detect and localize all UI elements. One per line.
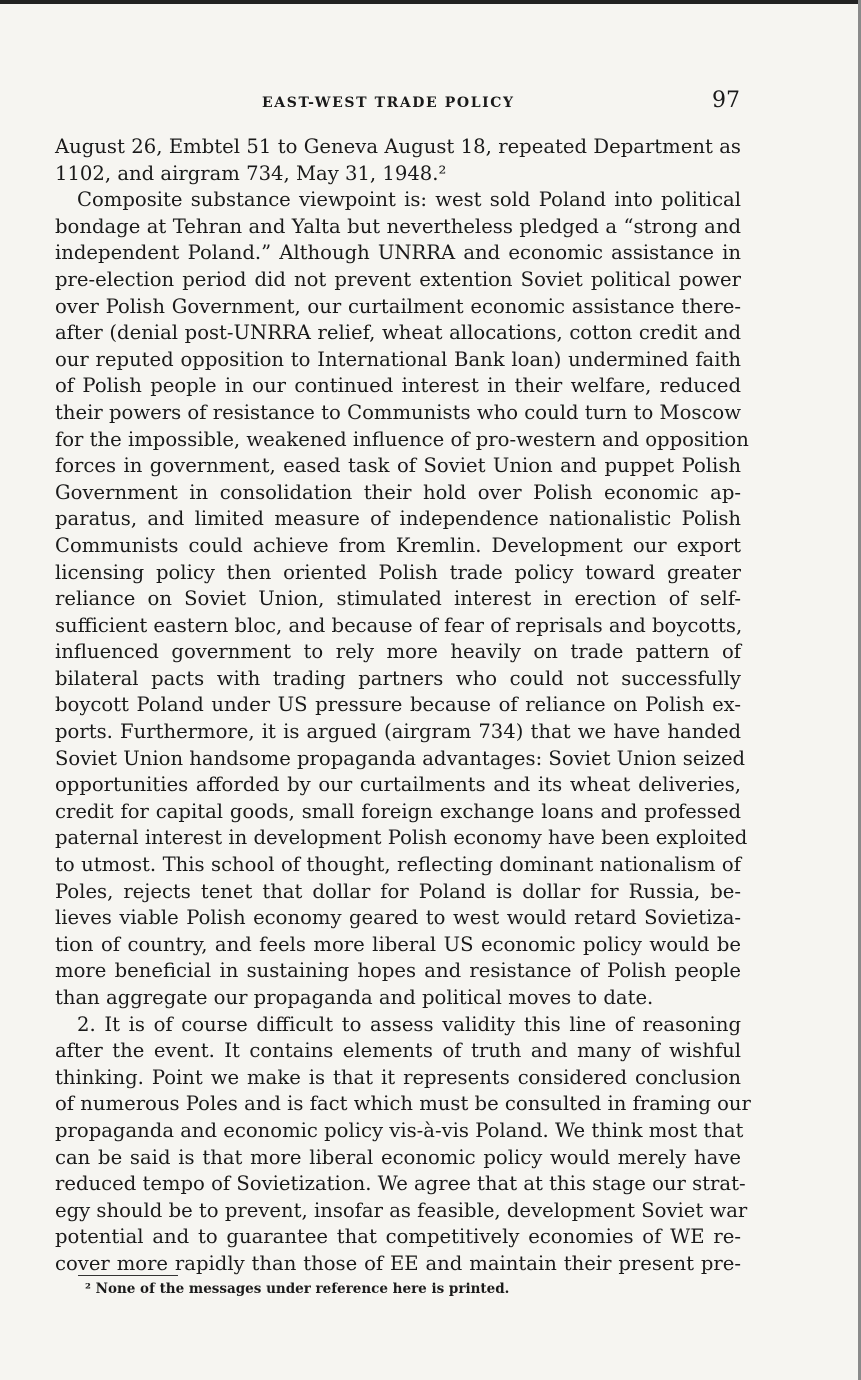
body-line: opportunities afforded by our curtailments and its wheat deliveries, [55, 773, 741, 797]
body-line: Communists could achieve from Kremlin. Development our export [55, 533, 741, 557]
body-text [55, 134, 751, 1278]
body-line: thinking. Point we make is that it represents considered conclusion [55, 1065, 741, 1089]
body-line: bondage at Tehran and Yalta but nevertheless pledged a “strong and [55, 214, 741, 238]
body-line: of numerous Poles and is fact which must be consulted in framing our [55, 1092, 751, 1116]
body-line: Government in consolidation their hold over Polish economic ap- [55, 480, 741, 504]
footnote-divider [78, 1275, 178, 1276]
body-line: to utmost. This school of thought, reflecting dominant nationalism of [55, 853, 741, 877]
body-line: licensing policy then oriented Polish trade policy toward greater [55, 560, 741, 584]
body-line: independent Poland.” Although UNRRA and economic assistance in [55, 241, 741, 265]
body-line: our reputed opposition to International Bank loan) undermined faith [55, 347, 741, 371]
body-line: tion of country, and feels more liberal US economic policy would be [55, 932, 741, 956]
body-line: paternal interest in development Polish economy have been exploited [55, 826, 748, 850]
body-line: their powers of resistance to Communists who could turn to Moscow [55, 400, 741, 424]
body-line: 1102, and airgram 734, May 31, 1948.² [55, 161, 447, 185]
body-line: credit for capital goods, small foreign exchange loans and professed [55, 799, 741, 823]
body-line: for the impossible, weakened influence of pro-western and opposition [55, 427, 749, 451]
body-line: bilateral pacts with trading partners who could not successfully [55, 666, 741, 690]
body-line: egy should be to prevent, insofar as feasible, development Soviet war [55, 1198, 748, 1222]
body-line: more beneficial in sustaining hopes and resistance of Polish people [55, 959, 741, 983]
page-number: 97 [712, 88, 740, 113]
body-line: reduced tempo of Sovietization. We agree that at this stage our strat- [55, 1172, 746, 1196]
body-line: potential and to guarantee that competitively economies of WE re- [55, 1225, 741, 1249]
body-line: over Polish Government, our curtailment economic assistance there- [55, 294, 741, 318]
body-line: paratus, and limited measure of independence nationalistic Polish [55, 507, 741, 531]
body-line: can be said is that more liberal economic policy would merely have [55, 1145, 741, 1169]
body-line: Soviet Union handsome propaganda advantages: Soviet Union seized [55, 746, 746, 770]
body-line: Composite substance viewpoint is: west sold Poland into political [77, 188, 741, 212]
page-header [0, 88, 861, 118]
body-line: ports. Furthermore, it is argued (airgram 734) that we have handed [55, 720, 741, 744]
body-line: than aggregate our propaganda and political moves to date. [55, 986, 654, 1009]
body-line: pre-election period did not prevent extention Soviet political power [55, 267, 741, 291]
body-line: after (denial post-UNRRA relief, wheat allocations, cotton credit and [55, 321, 741, 345]
body-line: Poles, rejects tenet that dollar for Poland is dollar for Russia, be- [55, 879, 741, 903]
body-line: lieves viable Polish economy geared to west would retard Sovietiza- [55, 906, 741, 930]
body-line: August 26, Embtel 51 to Geneva August 18, repeated Department as [55, 135, 741, 158]
body-line: reliance on Soviet Union, stimulated interest in erection of self- [55, 587, 741, 611]
body-line: influenced government to rely more heavily on trade pattern of [55, 640, 741, 664]
body-line: cover more rapidly than those of EE and maintain their present pre- [55, 1251, 741, 1275]
body-line: of Polish people in our continued interest in their welfare, reduced [55, 374, 741, 398]
page-top-border [0, 0, 861, 4]
running-head: EAST-WEST TRADE POLICY [262, 95, 515, 111]
body-line: after the event. It contains elements of truth and many of wishful [55, 1039, 741, 1063]
body-line: forces in government, eased task of Soviet Union and puppet Polish [55, 454, 741, 478]
body-line: 2. It is of course difficult to assess validity this line of reasoning [77, 1012, 741, 1036]
body-line: sufficient eastern bloc, and because of fear of reprisals and boycotts, [55, 613, 743, 637]
footnote: ² None of the messages under reference here is printed. [85, 1281, 510, 1297]
body-line: boycott Poland under US pressure because of reliance on Polish ex- [55, 693, 741, 717]
body-line: propaganda and economic policy vis-à-vis Poland. We think most that [55, 1118, 744, 1142]
